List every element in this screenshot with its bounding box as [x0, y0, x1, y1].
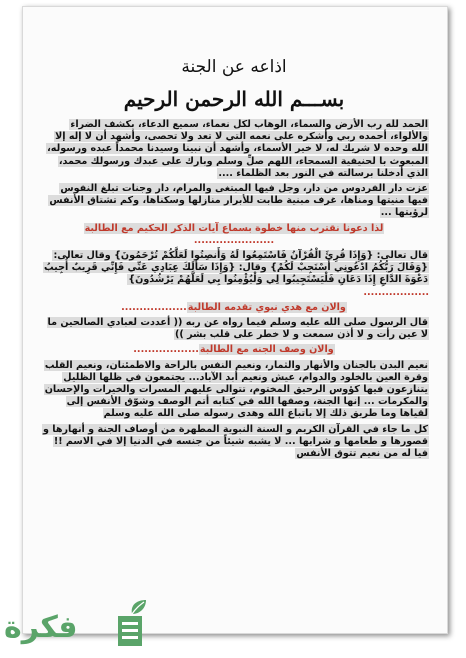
heading-hadith	[39, 302, 429, 314]
quran-paragraph	[39, 250, 429, 299]
heading-quran	[39, 223, 429, 247]
hadith-text: قال الرسول صلى الله عليه وسلم فيما رواه عن ربه (( أعددت لعبادي الصالحين ما لا عين رأت و لا أذن سمعت و لا خطر على قلب بشر ))	[47, 317, 428, 341]
logo-text: فكرة	[4, 610, 78, 645]
heading-hadith-text: والان مع هدي نبوي تقدمه الطالبة	[187, 301, 346, 313]
paradise-paragraph	[39, 183, 429, 220]
heading-description	[39, 344, 429, 356]
quran-dots: ..................	[363, 286, 429, 298]
heading-quran-dots: ......................	[193, 234, 275, 246]
heading-description-text: والان وصف الجنه مع الطالبة	[199, 344, 334, 356]
site-logo	[4, 596, 154, 654]
document-page	[22, 6, 448, 634]
hadith-paragraph	[39, 317, 429, 341]
intro-text: الحمد لله رب الأرض والسماء، الوهاب لكل نعماء، سميع الدعاء، بكشف الضراء والألواء، أحمده ربي وأشكره على نعمه التي لا تعد ولا تحصى، وأشهد أن لا إله إلا الله وحده لا شريك له، لا خير الأسماء، وأشهد أن نبينا وسيدنا محمداً عبده ورسوله، المبعوث با لحنيفية السمحاء، اللهم صلِّ وسلم وبارك على عبدك ورسولك محمد، الذي أدخلنا برسالته في النور بعد الظلماء ....	[47, 119, 428, 179]
heading-quran-text: لذا دعونا نقترب منها خطوة بسماع آيات الذكر الحكيم مع الطالبة	[84, 222, 384, 234]
closing-text: كل ما جاء في القرآن الكريم و السنة النبوية المطهرة من أوصاف الجنة و أنهارها و قصورها و طعامها و شرابها ... لا يشبه شيئاً من جنسه في الدنيا إلا في الاسم !! فيا له من نعيم تتوق الأنفس	[42, 423, 428, 460]
heading-hadith-dots: ..................	[121, 301, 187, 313]
description-text: نعيم البدن بالجنان والأنهار والثمار، ونعيم النفس بالراحة والاطمئنان، ونعيم القلب وقرة العين بالخلود والدوام، عيش ونعيم أبد الآباد... يجتمعون في ظلها الظليل يتنازعون فيها كؤوس الرحيق المختوم، تتوالى عليهم المسرات والخيرات والإحسان والمكرمات ... إنها الجنة، وصفها الله في كتابه أتم الوصف وشوّق الأنفس إلى لقياها وما طريق ذلك إلا باتباع الله وهدى رسوله صلى الله عليه وسلم	[44, 359, 428, 420]
intro-paragraph	[39, 119, 429, 180]
basmala: بســـم الله الرحمن الرحيم	[123, 87, 345, 111]
heading-description-dots: ..................	[133, 344, 199, 356]
quran-text: قال تعالى: {وَإِذَا قُرِئَ الْقُرْآنُ فَاسْتَمِعُوا لَهُ وَأَنصِتُوا لَعَلَّكُمْ تُرْحَمُونَ} وقال تعالى: {وَقَالَ رَبُّكُمُ ادْعُونِي أَسْتَجِبْ لَكُمْ} وقال: {وَإِذَا سَأَلَكَ عِبَادِي عَنِّي فَإِنِّي قَرِيبٌ أُجِيبُ دَعْوَةَ الدَّاعِ إِذَا دَعَانِ فَلْيَسْتَجِيبُوا لِي وَلْيُؤْمِنُوا بِي لَعَلَّهُمْ يَرْشُدُونَ}	[44, 250, 428, 286]
book-leaf-icon	[112, 598, 152, 650]
description-paragraph	[39, 360, 429, 421]
page-title: اذاعه عن الجنة	[181, 57, 287, 77]
paradise-text: عزت دار الفردوس من دار، وجل فيها المبتغى والمرام، دار وجنات تبلغ النفوس فيها منيتها ومناها، غرف مبنية طابت للأبرار منازلها وسكناها، وكم تشتاق الأنفس لرؤيتها ...	[49, 183, 428, 219]
closing-paragraph	[39, 424, 429, 461]
document-content	[39, 57, 429, 463]
